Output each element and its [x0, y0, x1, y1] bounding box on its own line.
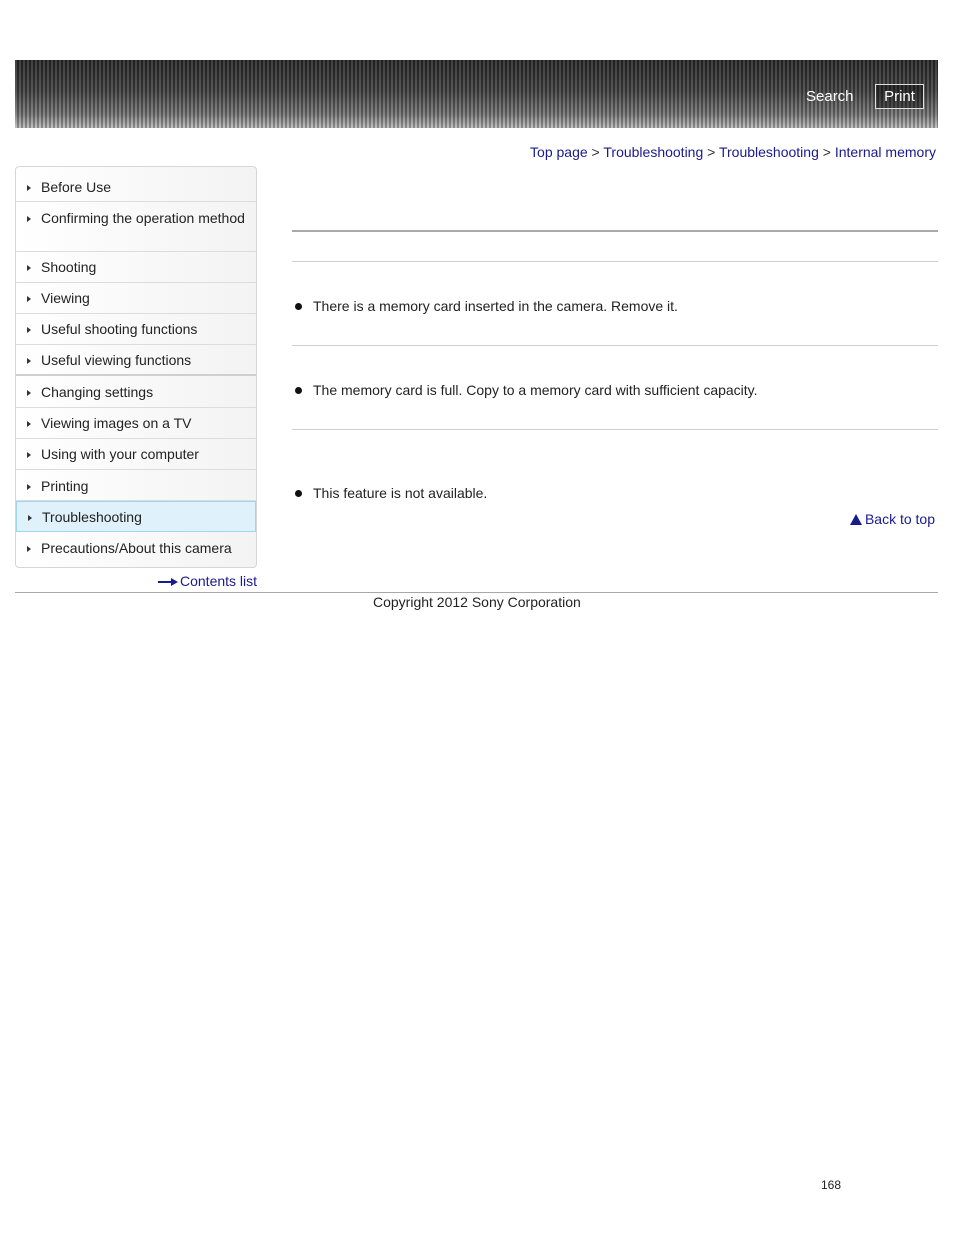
arrow-right-icon	[158, 578, 178, 586]
breadcrumb-troubleshooting[interactable]: Troubleshooting	[603, 144, 704, 160]
sidebar-item-label: Printing	[41, 478, 89, 494]
arrow-right-icon	[28, 515, 32, 521]
list-item	[295, 298, 678, 314]
search-link[interactable]: Search	[806, 88, 854, 105]
sidebar-item-label: Useful viewing functions	[41, 352, 192, 368]
breadcrumb-separator: >	[707, 144, 716, 160]
section-divider	[292, 429, 938, 430]
sidebar-item-label: Troubleshooting	[42, 509, 142, 525]
sidebar-item-label: Before Use	[41, 179, 112, 195]
sidebar-item-viewing-on-tv[interactable]	[16, 408, 256, 439]
list-item-text: There is a memory card inserted in the camera. Remove it.	[313, 298, 678, 314]
bullet-icon	[295, 303, 302, 310]
arrow-right-icon	[27, 546, 31, 552]
title-divider	[292, 230, 938, 232]
sidebar-item-label: Useful shooting functions	[41, 321, 198, 337]
arrow-right-icon	[27, 296, 31, 302]
list-item-text: This feature is not available.	[313, 485, 488, 501]
sidebar-item-label: Using with your computer	[41, 446, 199, 462]
arrow-right-icon	[27, 421, 31, 427]
bullet-icon	[295, 387, 302, 394]
sidebar-item-shooting[interactable]	[16, 252, 256, 283]
sidebar-item-before-use[interactable]	[16, 167, 256, 202]
sidebar-item-label: Confirming the operation method	[41, 210, 245, 226]
arrow-right-icon	[27, 265, 31, 271]
breadcrumb-troubleshooting-sub[interactable]: Troubleshooting	[718, 144, 819, 160]
list-item	[295, 382, 758, 398]
sidebar-item-label: Viewing images on a TV	[41, 415, 192, 431]
breadcrumb-separator: >	[822, 144, 831, 160]
contents-list-label: Contents list	[180, 573, 258, 589]
sidebar-item-viewing[interactable]	[16, 283, 256, 314]
arrow-right-icon	[27, 327, 31, 333]
print-button[interactable]: Print	[875, 84, 924, 109]
header-bar	[15, 60, 938, 128]
page-number: 168	[821, 1178, 842, 1192]
breadcrumb	[530, 144, 936, 160]
arrow-right-icon	[27, 484, 31, 490]
triangle-up-icon	[850, 514, 862, 525]
back-to-top-link[interactable]	[850, 511, 935, 527]
breadcrumb-internal-memory[interactable]: Internal memory	[834, 144, 936, 160]
sidebar-item-printing[interactable]	[16, 470, 256, 501]
arrow-right-icon	[27, 358, 31, 364]
list-item	[295, 485, 487, 501]
section-divider	[292, 261, 938, 262]
arrow-right-icon	[27, 185, 31, 191]
sidebar-item-using-with-computer[interactable]	[16, 439, 256, 470]
arrow-right-icon	[27, 452, 31, 458]
arrow-right-icon	[27, 216, 31, 222]
section-divider	[292, 345, 938, 346]
list-item-text: The memory card is full. Copy to a memory card with sufficient capacity.	[313, 382, 758, 398]
sidebar-nav	[15, 166, 257, 568]
sidebar-item-label: Shooting	[41, 259, 97, 275]
bullet-icon	[295, 490, 302, 497]
sidebar-item-label: Viewing	[41, 290, 90, 306]
sidebar-item-confirming-operation[interactable]	[16, 202, 256, 252]
sidebar-item-troubleshooting[interactable]	[16, 501, 256, 532]
back-to-top-label: Back to top	[864, 511, 935, 527]
sidebar-item-useful-shooting[interactable]	[16, 314, 256, 345]
sidebar-item-label: Precautions/About this camera	[41, 540, 232, 556]
sidebar-item-label: Changing settings	[41, 384, 154, 400]
footer-divider	[15, 592, 938, 593]
arrow-right-icon	[27, 390, 31, 396]
breadcrumb-separator: >	[591, 144, 600, 160]
copyright-text: Copyright 2012 Sony Corporation	[373, 594, 581, 610]
sidebar-item-precautions[interactable]	[16, 532, 256, 567]
sidebar-item-changing-settings[interactable]	[16, 377, 256, 408]
breadcrumb-top-page[interactable]: Top page	[530, 144, 588, 160]
contents-list-link[interactable]	[158, 573, 257, 589]
sidebar-item-useful-viewing[interactable]	[16, 345, 256, 376]
